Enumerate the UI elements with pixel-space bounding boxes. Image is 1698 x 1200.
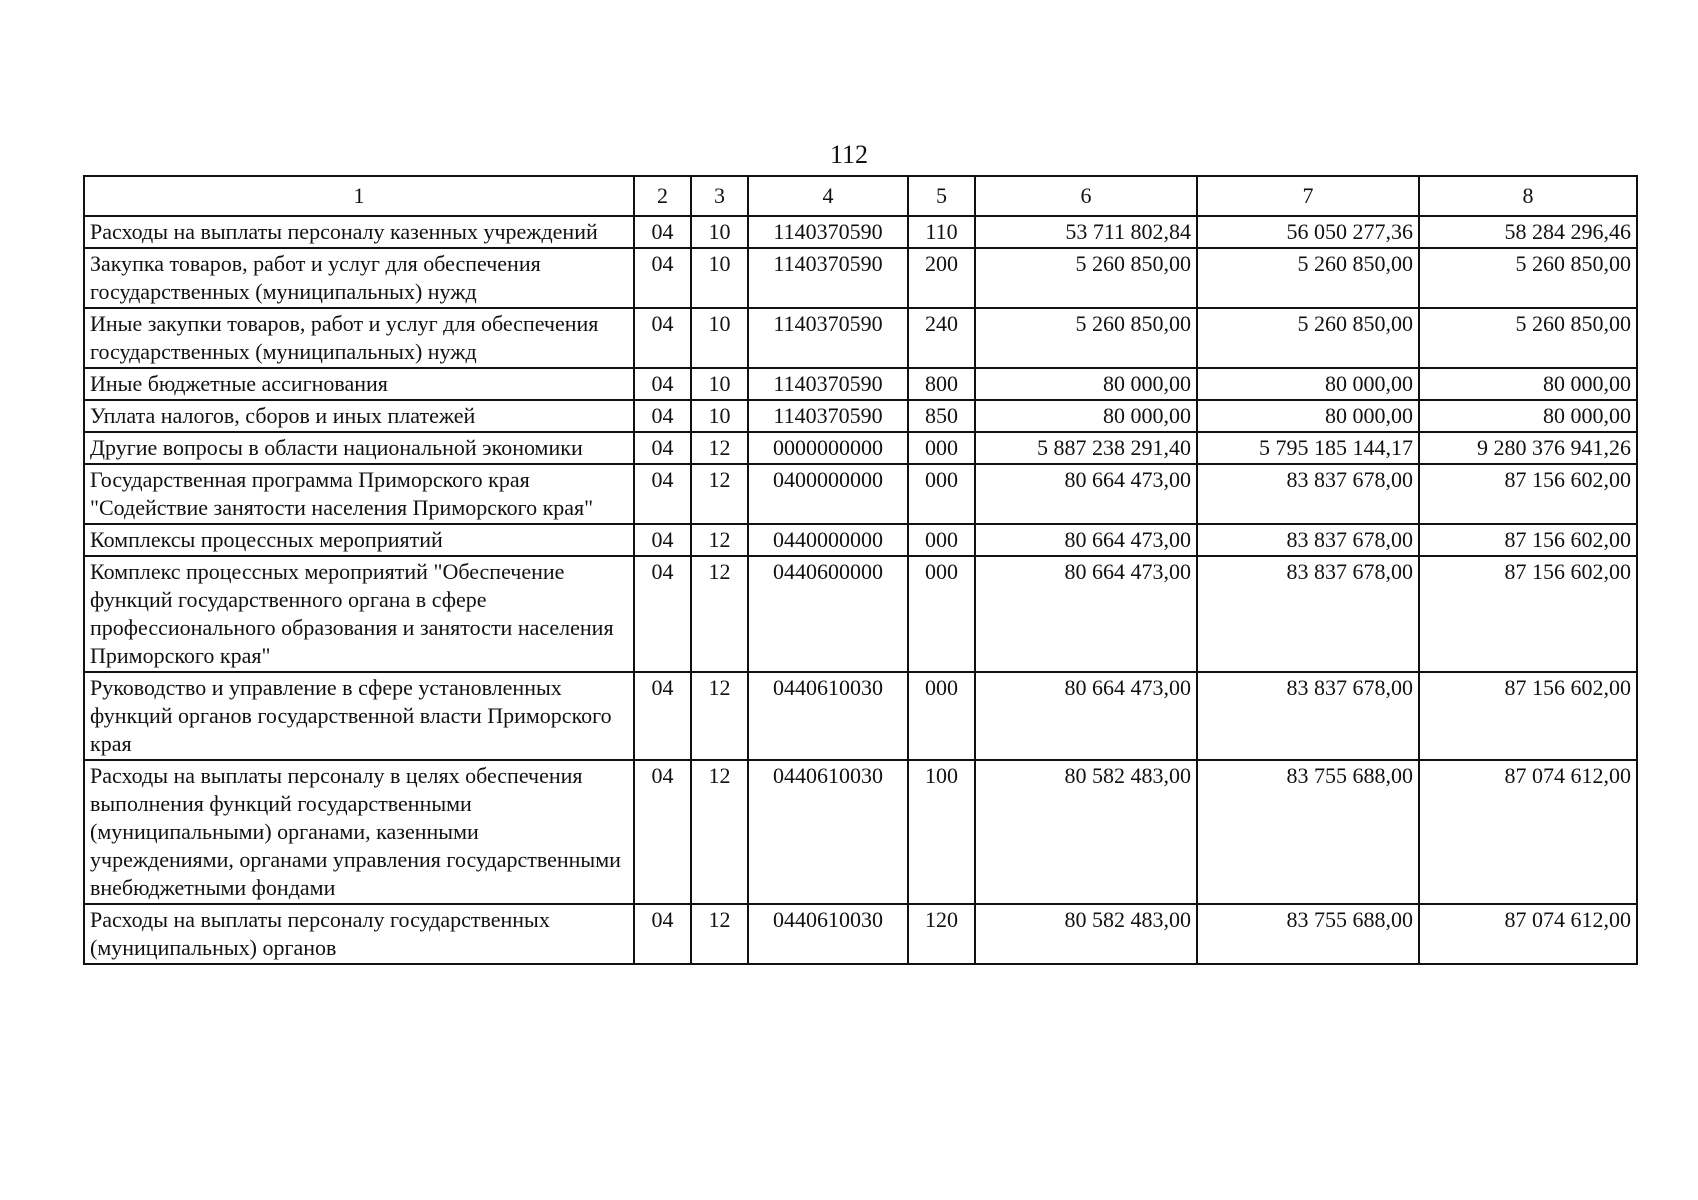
- amount-col7-cell: 5 795 185 144,17: [1197, 432, 1419, 464]
- row-name-cell: Закупка товаров, работ и услуг для обеспечения государственных (муниципальных) нужд: [84, 248, 634, 308]
- section-code-cell: 04: [634, 368, 691, 400]
- subsection-code-cell: 10: [691, 248, 748, 308]
- row-name-cell: Иные бюджетные ассигнования: [84, 368, 634, 400]
- column-header-1: 1: [84, 176, 634, 216]
- expense-type-cell: 000: [908, 524, 975, 556]
- amount-col6-cell: 5 887 238 291,40: [975, 432, 1197, 464]
- subsection-code-cell: 10: [691, 368, 748, 400]
- target-article-cell: 0440000000: [748, 524, 908, 556]
- amount-col8-cell: 80 000,00: [1419, 400, 1637, 432]
- amount-col7-cell: 80 000,00: [1197, 400, 1419, 432]
- table-row: [84, 556, 1637, 672]
- subsection-code-cell: 12: [691, 524, 748, 556]
- subsection-code-cell: 12: [691, 760, 748, 904]
- section-code-cell: 04: [634, 904, 691, 964]
- target-article-cell: 1140370590: [748, 248, 908, 308]
- table-row: [84, 760, 1637, 904]
- row-name-cell: Расходы на выплаты персоналу казенных учреждений: [84, 216, 634, 248]
- subsection-code-cell: 12: [691, 904, 748, 964]
- page-number: 112: [829, 140, 869, 169]
- expense-type-cell: 000: [908, 556, 975, 672]
- target-article-cell: 1140370590: [748, 308, 908, 368]
- table-row: [84, 672, 1637, 760]
- row-name-cell: Руководство и управление в сфере установленных функций органов государственной власти Приморского края: [84, 672, 634, 760]
- row-name-cell: Расходы на выплаты персоналу государственных (муниципальных) органов: [84, 904, 634, 964]
- amount-col7-cell: 5 260 850,00: [1197, 248, 1419, 308]
- section-code-cell: 04: [634, 432, 691, 464]
- expense-type-cell: 240: [908, 308, 975, 368]
- section-code-cell: 04: [634, 216, 691, 248]
- expense-type-cell: 110: [908, 216, 975, 248]
- expense-type-cell: 850: [908, 400, 975, 432]
- amount-col7-cell: 5 260 850,00: [1197, 308, 1419, 368]
- subsection-code-cell: 12: [691, 672, 748, 760]
- column-header-5: 5: [908, 176, 975, 216]
- amount-col6-cell: 80 000,00: [975, 368, 1197, 400]
- amount-col7-cell: 80 000,00: [1197, 368, 1419, 400]
- subsection-code-cell: 12: [691, 432, 748, 464]
- amount-col6-cell: 80 582 483,00: [975, 904, 1197, 964]
- expense-type-cell: 000: [908, 464, 975, 524]
- table-row: [84, 308, 1637, 368]
- amount-col8-cell: 87 074 612,00: [1419, 904, 1637, 964]
- table-row: [84, 432, 1637, 464]
- amount-col8-cell: 87 074 612,00: [1419, 760, 1637, 904]
- amount-col6-cell: 80 664 473,00: [975, 464, 1197, 524]
- amount-col6-cell: 80 582 483,00: [975, 760, 1197, 904]
- section-code-cell: 04: [634, 400, 691, 432]
- column-header-6: 6: [975, 176, 1197, 216]
- amount-col8-cell: 87 156 602,00: [1419, 672, 1637, 760]
- amount-col7-cell: 83 755 688,00: [1197, 760, 1419, 904]
- table-row: [84, 216, 1637, 248]
- expense-type-cell: 100: [908, 760, 975, 904]
- row-name-cell: Комплекс процессных мероприятий "Обеспечение функций государственного органа в сфере профессионального образования и занятости населения Приморского края": [84, 556, 634, 672]
- section-code-cell: 04: [634, 308, 691, 368]
- table-header: [84, 176, 1637, 216]
- expense-type-cell: 000: [908, 432, 975, 464]
- section-code-cell: 04: [634, 556, 691, 672]
- target-article-cell: 0440610030: [748, 672, 908, 760]
- table-row: [84, 904, 1637, 964]
- table-row: [84, 524, 1637, 556]
- header-row: [84, 176, 1637, 216]
- amount-col6-cell: 53 711 802,84: [975, 216, 1197, 248]
- amount-col6-cell: 5 260 850,00: [975, 308, 1197, 368]
- row-name-cell: Комплексы процессных мероприятий: [84, 524, 634, 556]
- amount-col6-cell: 80 664 473,00: [975, 524, 1197, 556]
- amount-col7-cell: 56 050 277,36: [1197, 216, 1419, 248]
- target-article-cell: 0400000000: [748, 464, 908, 524]
- row-name-cell: Уплата налогов, сборов и иных платежей: [84, 400, 634, 432]
- table-body: [84, 216, 1637, 964]
- amount-col8-cell: 5 260 850,00: [1419, 248, 1637, 308]
- section-code-cell: 04: [634, 760, 691, 904]
- target-article-cell: 0440610030: [748, 760, 908, 904]
- column-header-4: 4: [748, 176, 908, 216]
- amount-col8-cell: 58 284 296,46: [1419, 216, 1637, 248]
- column-header-2: 2: [634, 176, 691, 216]
- column-header-3: 3: [691, 176, 748, 216]
- amount-col8-cell: 87 156 602,00: [1419, 464, 1637, 524]
- section-code-cell: 04: [634, 672, 691, 760]
- amount-col8-cell: 87 156 602,00: [1419, 524, 1637, 556]
- subsection-code-cell: 10: [691, 308, 748, 368]
- section-code-cell: 04: [634, 464, 691, 524]
- table-row: [84, 464, 1637, 524]
- section-code-cell: 04: [634, 248, 691, 308]
- target-article-cell: 0000000000: [748, 432, 908, 464]
- subsection-code-cell: 10: [691, 216, 748, 248]
- table-row: [84, 368, 1637, 400]
- column-header-7: 7: [1197, 176, 1419, 216]
- table-row: [84, 400, 1637, 432]
- target-article-cell: 0440600000: [748, 556, 908, 672]
- subsection-code-cell: 12: [691, 464, 748, 524]
- column-header-8: 8: [1419, 176, 1637, 216]
- amount-col6-cell: 80 000,00: [975, 400, 1197, 432]
- amount-col6-cell: 80 664 473,00: [975, 556, 1197, 672]
- expense-type-cell: 800: [908, 368, 975, 400]
- amount-col7-cell: 83 837 678,00: [1197, 524, 1419, 556]
- section-code-cell: 04: [634, 524, 691, 556]
- target-article-cell: 0440610030: [748, 904, 908, 964]
- amount-col6-cell: 5 260 850,00: [975, 248, 1197, 308]
- budget-table: [83, 175, 1638, 965]
- row-name-cell: Иные закупки товаров, работ и услуг для обеспечения государственных (муниципальных) нужд: [84, 308, 634, 368]
- subsection-code-cell: 10: [691, 400, 748, 432]
- amount-col8-cell: 80 000,00: [1419, 368, 1637, 400]
- expense-type-cell: 200: [908, 248, 975, 308]
- row-name-cell: Государственная программа Приморского края "Содействие занятости населения Приморского края": [84, 464, 634, 524]
- target-article-cell: 1140370590: [748, 400, 908, 432]
- amount-col7-cell: 83 755 688,00: [1197, 904, 1419, 964]
- row-name-cell: Другие вопросы в области национальной экономики: [84, 432, 634, 464]
- amount-col8-cell: 9 280 376 941,26: [1419, 432, 1637, 464]
- amount-col8-cell: 87 156 602,00: [1419, 556, 1637, 672]
- amount-col7-cell: 83 837 678,00: [1197, 556, 1419, 672]
- table-row: [84, 248, 1637, 308]
- amount-col6-cell: 80 664 473,00: [975, 672, 1197, 760]
- amount-col7-cell: 83 837 678,00: [1197, 464, 1419, 524]
- target-article-cell: 1140370590: [748, 368, 908, 400]
- expense-type-cell: 000: [908, 672, 975, 760]
- row-name-cell: Расходы на выплаты персоналу в целях обеспечения выполнения функций государственными (муниципальными) органами, казенными учреждениями, органами управления государственными внебюджетными фондами: [84, 760, 634, 904]
- target-article-cell: 1140370590: [748, 216, 908, 248]
- amount-col7-cell: 83 837 678,00: [1197, 672, 1419, 760]
- expense-type-cell: 120: [908, 904, 975, 964]
- subsection-code-cell: 12: [691, 556, 748, 672]
- amount-col8-cell: 5 260 850,00: [1419, 308, 1637, 368]
